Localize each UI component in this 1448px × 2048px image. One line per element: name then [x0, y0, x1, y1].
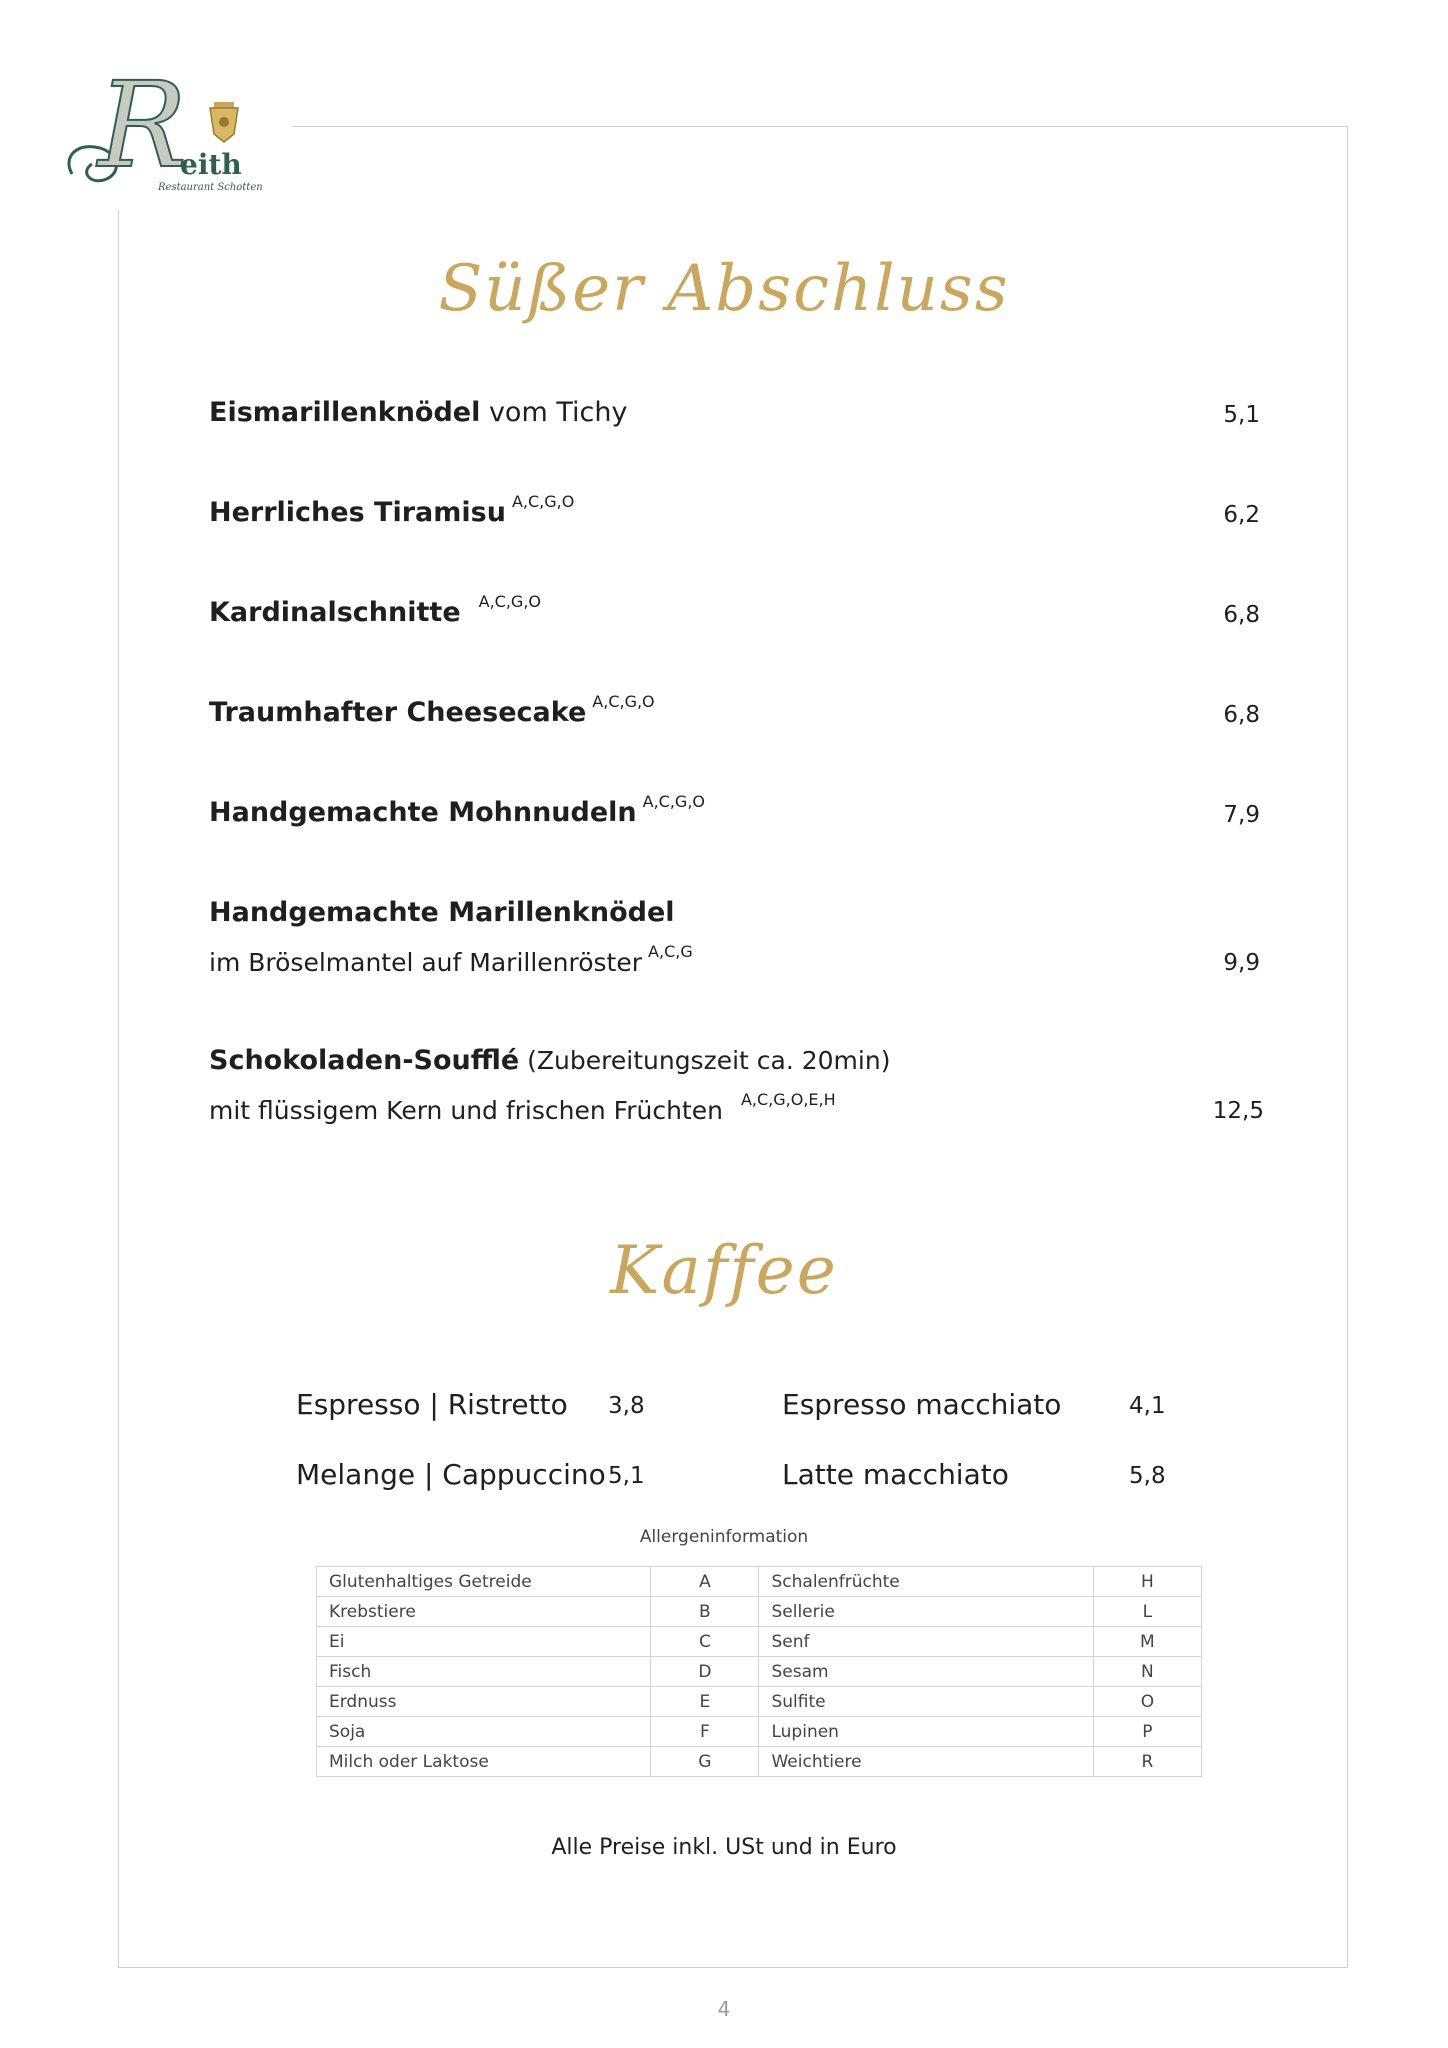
allergen-name: Fisch	[317, 1657, 651, 1687]
allergen-table	[316, 1566, 1202, 1777]
allergen-name: Lupinen	[759, 1717, 1093, 1747]
dessert-item	[209, 492, 575, 528]
allergen-name: Sesam	[759, 1657, 1093, 1687]
crest-icon	[210, 102, 238, 142]
page-number: 4	[717, 1997, 731, 2021]
restaurant-logo	[60, 56, 280, 196]
coffee-item: Espresso macchiato	[782, 1388, 1062, 1421]
dessert-description	[209, 1090, 836, 1125]
allergen-code: O	[1093, 1687, 1201, 1717]
coffee-item: Latte macchiato	[782, 1458, 1009, 1491]
allergen-codes: A,C,G	[648, 942, 693, 961]
allergen-name: Glutenhaltiges Getreide	[317, 1567, 651, 1597]
coffee-price: 3,8	[608, 1393, 645, 1419]
logo-suffix: eith	[180, 148, 242, 181]
allergen-codes: A,C,G,O	[478, 592, 542, 611]
table-row	[317, 1657, 1202, 1687]
allergen-name: Senf	[759, 1627, 1093, 1657]
dessert-description-text: mit flüssigem Kern und frischen Früchten	[209, 1096, 723, 1125]
allergen-name: Milch oder Laktose	[317, 1747, 651, 1777]
allergen-code: D	[651, 1657, 759, 1687]
dessert-price: 6,8	[1223, 602, 1260, 628]
dessert-name: Herrliches Tiramisu	[209, 497, 506, 528]
dessert-price: 5,1	[1223, 402, 1260, 428]
coffee-price: 5,1	[608, 1463, 645, 1489]
dessert-price: 6,8	[1223, 702, 1260, 728]
allergen-code: A	[651, 1567, 759, 1597]
table-row	[317, 1627, 1202, 1657]
coffee-title: Kaffee	[610, 1232, 838, 1309]
dessert-price: 6,2	[1223, 502, 1260, 528]
dessert-name: Eismarillenknödel	[209, 397, 481, 428]
coffee-item: Espresso | Ristretto	[296, 1388, 568, 1421]
allergen-name: Weichtiere	[759, 1747, 1093, 1777]
allergen-code: E	[651, 1687, 759, 1717]
dessert-item	[209, 897, 675, 928]
logo-subtitle: Restaurant Schotten	[158, 182, 263, 193]
dessert-item	[209, 792, 705, 828]
dessert-item	[209, 1045, 890, 1076]
allergen-code: F	[651, 1717, 759, 1747]
coffee-price: 5,8	[1129, 1463, 1166, 1489]
table-row	[317, 1747, 1202, 1777]
dessert-suffix: (Zubereitungszeit ca. 20min)	[519, 1046, 891, 1075]
table-row	[317, 1597, 1202, 1627]
dessert-name: Handgemachte Marillenknödel	[209, 897, 675, 928]
dessert-item	[209, 692, 655, 728]
allergen-code: R	[1093, 1747, 1201, 1777]
allergen-name: Krebstiere	[317, 1597, 651, 1627]
allergen-code: L	[1093, 1597, 1201, 1627]
coffee-item: Melange | Cappuccino	[296, 1458, 606, 1491]
allergen-name: Schalenfrüchte	[759, 1567, 1093, 1597]
allergen-codes: A,C,G,O	[511, 492, 575, 511]
allergen-title: Allergeninformation	[639, 1527, 809, 1547]
allergen-codes: A,C,G,O	[642, 792, 705, 811]
logo-letter: R	[98, 56, 187, 194]
allergen-name: Sellerie	[759, 1597, 1093, 1627]
dessert-price: 12,5	[1212, 1098, 1264, 1124]
allergen-code: H	[1093, 1567, 1201, 1597]
allergen-codes: A,C,G,O,E,H	[740, 1090, 836, 1109]
dessert-name: Handgemachte Mohnnudeln	[209, 797, 637, 828]
allergen-codes: A,C,G,O	[592, 692, 655, 711]
allergen-code: P	[1093, 1717, 1201, 1747]
allergen-name: Erdnuss	[317, 1687, 651, 1717]
table-row	[317, 1567, 1202, 1597]
allergen-name: Soja	[317, 1717, 651, 1747]
coffee-price: 4,1	[1129, 1393, 1166, 1419]
allergen-code: G	[651, 1747, 759, 1777]
dessert-price: 9,9	[1223, 950, 1260, 976]
desserts-title: Süßer Abschluss	[438, 252, 1010, 326]
dessert-name: Schokoladen-Soufflé	[209, 1045, 520, 1076]
dessert-description	[209, 942, 693, 977]
allergen-code: N	[1093, 1657, 1201, 1687]
allergen-name: Ei	[317, 1627, 651, 1657]
dessert-price: 7,9	[1223, 802, 1260, 828]
table-row	[317, 1687, 1202, 1717]
dessert-description-text: im Bröselmantel auf Marillenröster	[209, 948, 643, 977]
allergen-code: M	[1093, 1627, 1201, 1657]
dessert-suffix: vom Tichy	[480, 397, 628, 428]
allergen-code: B	[651, 1597, 759, 1627]
dessert-item	[209, 592, 542, 628]
allergen-name: Sulfite	[759, 1687, 1093, 1717]
table-row	[317, 1717, 1202, 1747]
allergen-code: C	[651, 1627, 759, 1657]
dessert-name: Kardinalschnitte	[209, 597, 461, 628]
dessert-name: Traumhafter Cheesecake	[209, 697, 587, 728]
price-note: Alle Preise inkl. USt und in Euro	[551, 1835, 897, 1860]
dessert-item	[209, 397, 627, 428]
